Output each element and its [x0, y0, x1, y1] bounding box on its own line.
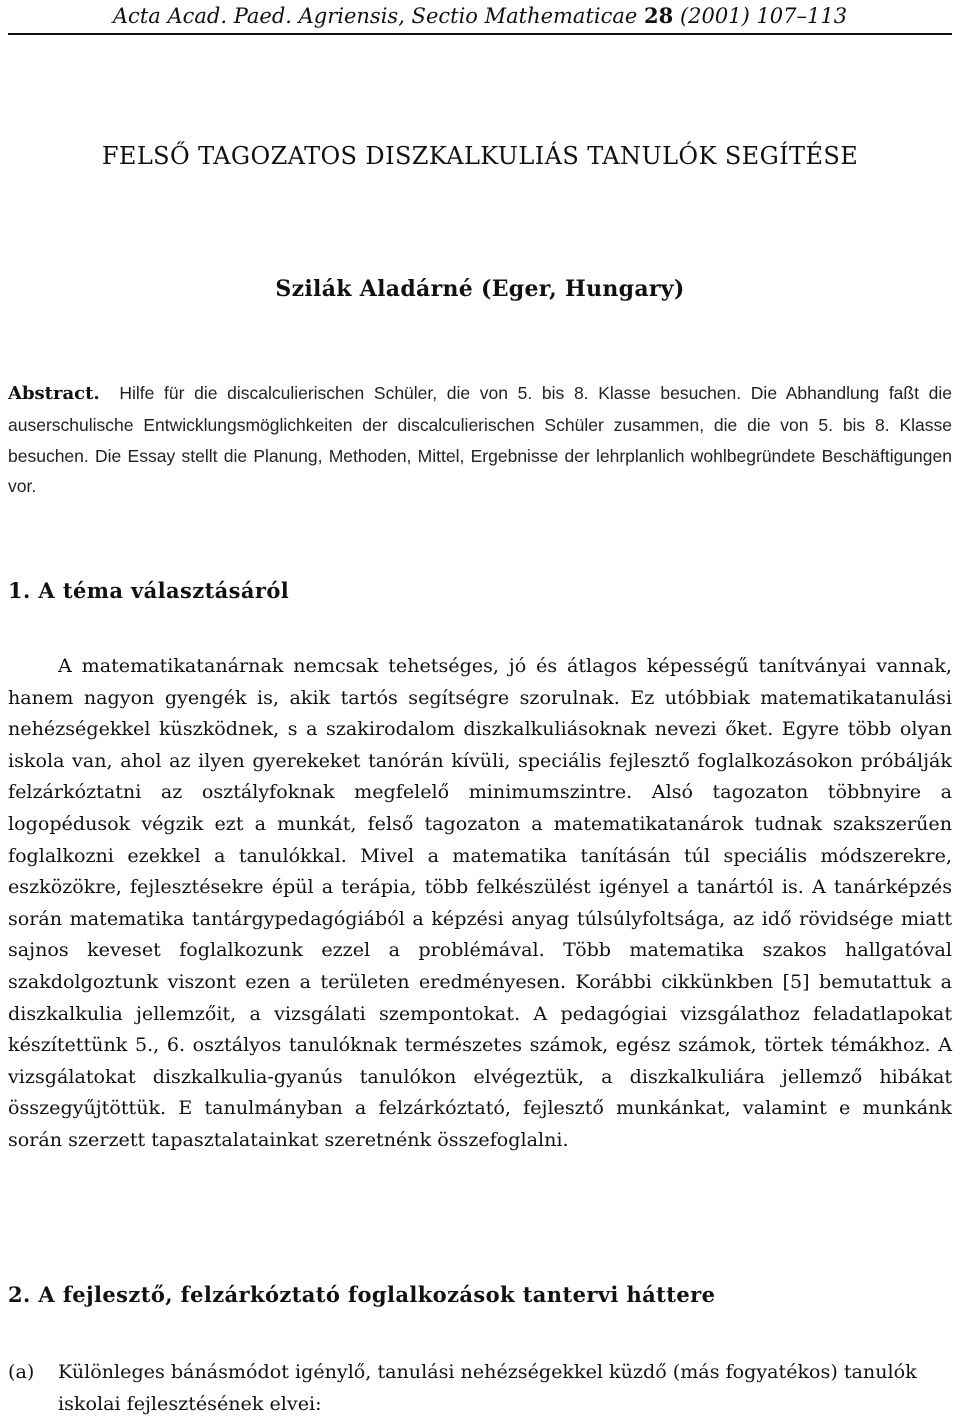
- abstract-label: Abstract.: [8, 383, 100, 404]
- section-1-heading: 1. A téma választásáról: [8, 578, 290, 603]
- section-2-heading: 2. A fejlesztő, felzárkóztató foglalkozások tantervi háttere: [8, 1282, 716, 1307]
- section-1-paragraph: A matematikatanárnak nemcsak tehetséges, jó és átlagos képességű tanítványai vannak, hanem nagyon gyengék is, akik tartós segítségre szorulnak. Ez utóbbiak matematikatanulási nehézségekkel küszködnek, s a szakirodalom diszkalkuliásoknak nevezi őket. Egyre több olyan iskola van, ahol az ilyen gyerekeket tanórán kívüli, speciális fejlesztő foglalkozásokon próbálják felzárkóztatni az osztályfoknak megfelelő minimumszintre. Alsó tagozaton többnyire a logopédusok végzik ezt a munkát, felső tagozaton a matematikatanárok tudnak szakszerűen foglalkozni ezekkel a tanulókkal. Mivel a matematika tanításán túl speciális módszerekre, eszközökre, fejlesztésekre épül a terápia, több felkészülést igényel a tanártól is. A tanárképzés során matematika tantárgypedagógiából a képzési anyag túlsúlyfoltsága, az idő rövidsége miatt sajnos keveset foglalkozunk ezzel a problémával. Több matematika szakos hallgatóval szakdolgoztunk viszont ezen a területen eredményesen. Korábbi cikkünkben [5] bemutattuk a diszkalkulia jellemzőit, a vizsgálati szempontokat. A pedagógiai vizsgálathoz feladatlapokat készítettünk 5., 6. osztályos tanulóknak természetes számok, egész számok, törtek témákhoz. A vizsgálatokat diszkalkulia-gyanús tanulókon elvégeztük, a diszkalkuliára jellemző hibákat összegyűjtöttük. E tanulmányban a felzárkóztató, fejlesztő munkánkat, valamint e munkánk során szerzett tapasztalatainkat szeretnénk összefoglalni.: [8, 654, 952, 1151]
- abstract: [8, 378, 952, 502]
- abstract-text: Hilfe für die discalculierischen Schüler, die von 5. bis 8. Klasse besuchen. Die Abhandlung faßt die auserschulische Entwicklungsmöglichkeiten der discalculierischen Schüler zusammen, die die von 5. bis 8. Klasse besuchen. Die Essay stellt die Planung, Methoden, Mittel, Ergebnisse der lehrplanlich wohlbegründete Beschäftigungen vor.: [8, 383, 952, 497]
- paper-author: Szilák Aladárné (Eger, Hungary): [275, 276, 685, 302]
- paper-title: FELSŐ TAGOZATOS DISZKALKULIÁS TANULÓK SEGÍTÉSE: [101, 142, 859, 170]
- header-rule: [8, 33, 952, 35]
- journal-name: Acta Acad. Paed. Agriensis, Sectio Mathematicae: [112, 4, 638, 28]
- list-item-text: Különleges bánásmódot igénylő, tanulási nehézségekkel küzdő (más fogyatékos) tanulók iskolai fejlesztésének elvei:: [58, 1360, 917, 1415]
- journal-volume: 28: [644, 3, 674, 28]
- list-item-label: (a): [8, 1360, 35, 1383]
- running-header: [0, 0, 960, 42]
- list-item: [8, 1356, 952, 1419]
- journal-year-pages: (2001) 107–113: [679, 4, 848, 28]
